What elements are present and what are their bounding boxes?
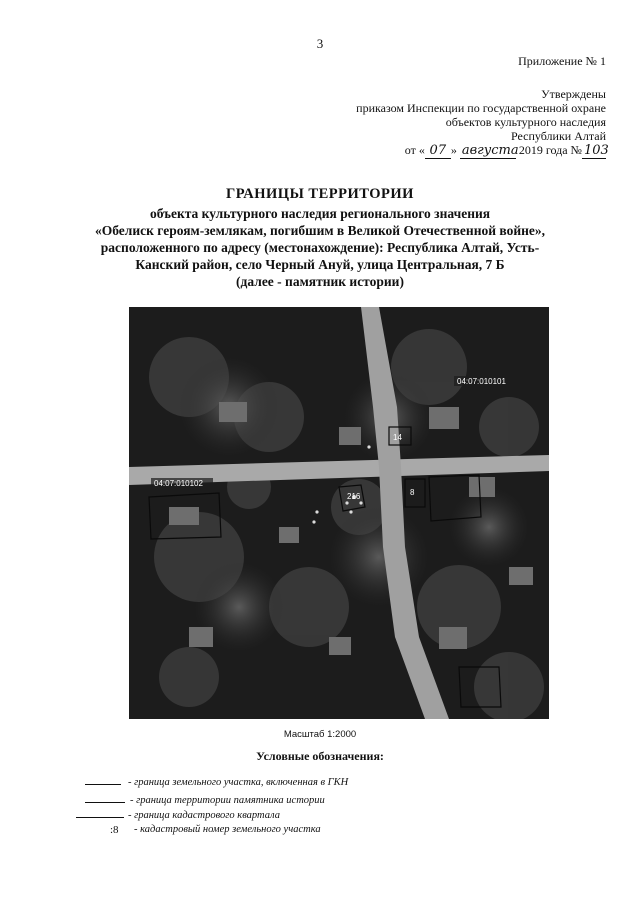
subtitle-line-1: объекта культурного наследия регионального значения xyxy=(149,206,491,221)
map-image xyxy=(129,307,549,719)
satellite-map xyxy=(129,307,549,719)
legend-item-cadastral-number: :8 - кадастровый номер земельного участка xyxy=(110,824,321,836)
legend-item-cadastral-quarter: - граница кадастрового квартала xyxy=(0,810,640,824)
date-month-handwritten: августа xyxy=(461,143,519,158)
date-day-handwritten: 07 xyxy=(425,143,451,159)
date-year: 2019 года № xyxy=(518,143,582,157)
subtitle-line-5: (далее - памятник истории) xyxy=(236,274,404,289)
legend-line-solid xyxy=(85,784,121,785)
order-line-2: объектов культурного наследия xyxy=(445,115,606,129)
map-scale: Масштаб 1:2000 xyxy=(283,729,357,740)
date-prefix: от « xyxy=(404,143,425,157)
legend-title: Условные обозначения: xyxy=(256,749,384,763)
legend-line-quarter xyxy=(76,817,124,818)
document-heading: ГРАНИЦЫ ТЕРРИТОРИИ xyxy=(226,186,414,202)
date-mid: » xyxy=(450,143,457,157)
parcel-label-top: 14 xyxy=(393,433,402,442)
legend-item-monument-boundary: - граница территории памятника истории xyxy=(0,795,640,809)
order-date-line xyxy=(404,143,609,159)
subtitle-line-4: Канский район, село Черный Ануй, улица Центральная, 7 Б xyxy=(135,257,505,272)
page-number: 3 xyxy=(316,36,324,51)
subtitle-line-2: «Обелиск героям-землякам, погибшим в Великой Отечественной войне», xyxy=(94,223,545,238)
quarter-label-left: 04:07:010102 xyxy=(154,479,203,488)
order-number-handwritten: 103 xyxy=(584,143,609,158)
legend-item-gkn-parcel: - граница земельного участка, включенная в ГКН xyxy=(0,777,640,791)
legend-line-monument xyxy=(85,802,125,803)
order-line-1: приказом Инспекции по государственной охране xyxy=(356,101,606,115)
order-line-3: Республики Алтай xyxy=(511,129,606,143)
subtitle-line-3: расположенного по адресу (местонахождение): Республика Алтай, Усть- xyxy=(100,240,540,255)
parcel-label-right: 8 xyxy=(410,488,415,497)
appendix-label: Приложение № 1 xyxy=(518,54,606,68)
quarter-label-top-right: 04:07:010101 xyxy=(457,377,506,386)
approved-label: Утверждены xyxy=(541,87,606,101)
parcel-label-main: 216 xyxy=(347,492,361,501)
legend-code: :8 xyxy=(110,824,119,836)
document-subtitle xyxy=(0,205,640,290)
